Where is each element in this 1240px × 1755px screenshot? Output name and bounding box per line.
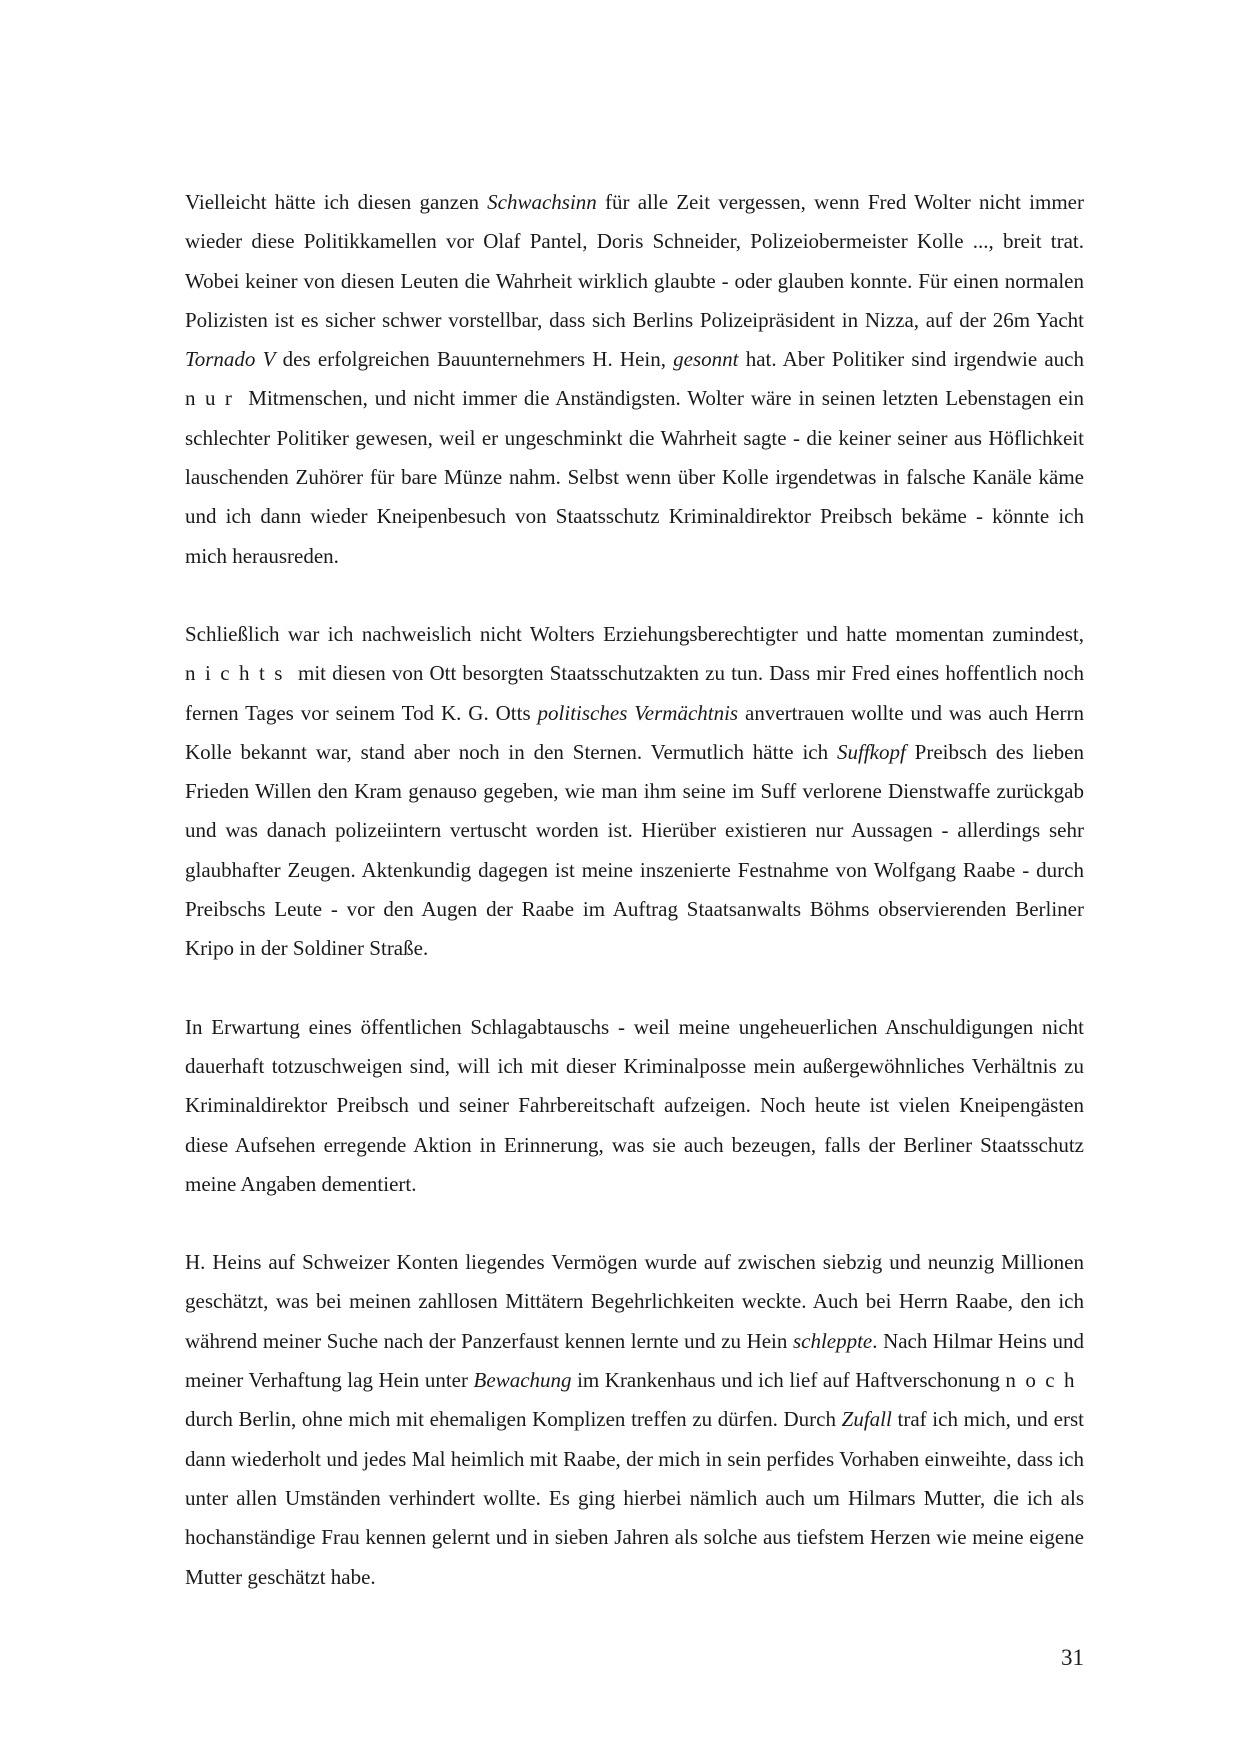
- text-run: Schließlich war ich nachweislich nicht Wolters Erziehungsberechtigter und hatte momentan zumindest,: [185, 621, 1084, 646]
- body-text: [185, 183, 1084, 1597]
- italic-text: schleppte: [792, 1328, 873, 1353]
- text-run: Preibsch des lieben Frieden Willen den Kram genauso gegeben, wie man ihm seine im Suff verlorene Dienstwaffe zurückgab und was danach polizeiintern vertuscht worden ist. Hierüber existieren nur Aussagen - allerdings sehr glaubhafter Zeugen. Aktenkundig dagegen ist meine inszenierte Festnahme von Wolfgang Raabe - durch Preibschs Leute - vor den Augen der Raabe im Auftrag Staatsanwalts Böhms observierenden Berliner Kripo in der Soldiner Straße.: [185, 739, 1084, 961]
- italic-text: Bewachung: [473, 1368, 572, 1393]
- italic-text: politisches Vermächtnis: [537, 700, 739, 725]
- text-run: durch Berlin, ohne mich mit ehemaligen Komplizen treffen zu dürfen. Durch: [185, 1407, 842, 1432]
- text-run: Vielleicht hätte ich diesen ganzen: [185, 190, 488, 214]
- paragraph: [185, 183, 1084, 576]
- page-number: 31: [1061, 1645, 1084, 1670]
- paragraph: [185, 615, 1084, 969]
- text-run: mit diesen von Ott besorgten Staatsschutzakten zu tun. Dass mir Fred eines hoffentlich noch fernen Tages vor seinem Tod K. G. Otts: [185, 661, 1084, 725]
- paragraph: [185, 1008, 1084, 1204]
- spaced-emphasis-text: nichts: [185, 661, 292, 686]
- spaced-emphasis-text: nur: [185, 386, 242, 411]
- text-run: traf ich mich, und erst dann wiederholt und jedes Mal heimlich mit Raabe, der mich in sein perfides Vorhaben einweihte, dass ich unter allen Umständen verhindert wollte. Es ging hierbei nämlich auch um Hilmars Mutter, die ich als hochanständige Frau kennen gelernt und in sieben Jahren als solche aus tiefstem Herzen wie meine eigene Mutter geschätzt habe.: [185, 1407, 1084, 1589]
- text-run: anvertrauen wollte und was auch Herrn Kolle bekannt war, stand aber noch in den Sternen. Vermutlich hätte ich: [185, 700, 1084, 764]
- text-run: für alle Zeit vergessen, wenn Fred Wolter nicht immer wieder diese Politikkamellen vor Olaf Pantel, Doris Schneider, Polizeiobermeister Kolle ..., breit trat. Wobei keiner von diesen Leuten die Wahrheit wirklich glaubte - oder glauben konnte. Für einen normalen Polizisten ist es sicher schwer vorstellbar, dass sich Berlins Polizeipräsident in Nizza, auf der 26m Yacht: [185, 190, 1084, 332]
- spaced-emphasis-text: noch: [1005, 1368, 1084, 1393]
- italic-text: Tornado V: [185, 347, 276, 372]
- italic-text: gesonnt: [673, 347, 739, 372]
- paragraph: [185, 1243, 1084, 1597]
- italic-text: Zufall: [841, 1407, 892, 1432]
- text-run: des erfolgreichen Bauunternehmers H. Hein,: [275, 347, 674, 372]
- text-run: Mitmenschen, und nicht immer die Anständigsten. Wolter wäre in seinen letzten Lebenstagen ein schlechter Politiker gewesen, weil er ungeschminkt die Wahrheit sagte - die keiner seiner aus Höflichkeit lauschenden Zuhörer für bare Münze nahm. Selbst wenn über Kolle irgendetwas in falsche Kanäle käme und ich dann wieder Kneipenbesuch von Staatsschutz Kriminaldirektor Preibsch bekäme - könnte ich mich herausreden.: [185, 386, 1084, 568]
- text-run: H. Heins auf Schweizer Konten liegendes Vermögen wurde auf zwischen siebzig und neunzig Millionen geschätzt, was bei meinen zahllosen Mittätern Begehrlichkeiten weckte. Auch bei Herrn Raabe, den ich während meiner Suche nach der Panzerfaust kennen lernte und zu Hein: [185, 1250, 1084, 1353]
- text-run: hat. Aber Politiker sind irgendwie auch: [738, 347, 1084, 372]
- text-run: In Erwartung eines öffentlichen Schlagabtauschs - weil meine ungeheuerlichen Anschuldigungen nicht dauerhaft totzuschweigen sind, will ich mit dieser Kriminalposse mein außergewöhnliches Verhältnis zu Kriminaldirektor Preibsch und seiner Fahrbereitschaft aufzeigen. Noch heute ist vielen Kneipengästen diese Aufsehen erregende Aktion in Erinnerung, was sie auch bezeugen, falls der Berliner Staatsschutz meine Angaben dementiert.: [185, 1014, 1084, 1196]
- italic-text: Schwachsinn: [487, 190, 597, 214]
- text-run: . Nach Hilmar Heins und meiner Verhaftung lag Hein unter: [185, 1328, 1084, 1393]
- italic-text: Suffkopf: [836, 739, 906, 764]
- text-run: im Krankenhaus und ich lief auf Haftverschonung: [571, 1368, 1006, 1393]
